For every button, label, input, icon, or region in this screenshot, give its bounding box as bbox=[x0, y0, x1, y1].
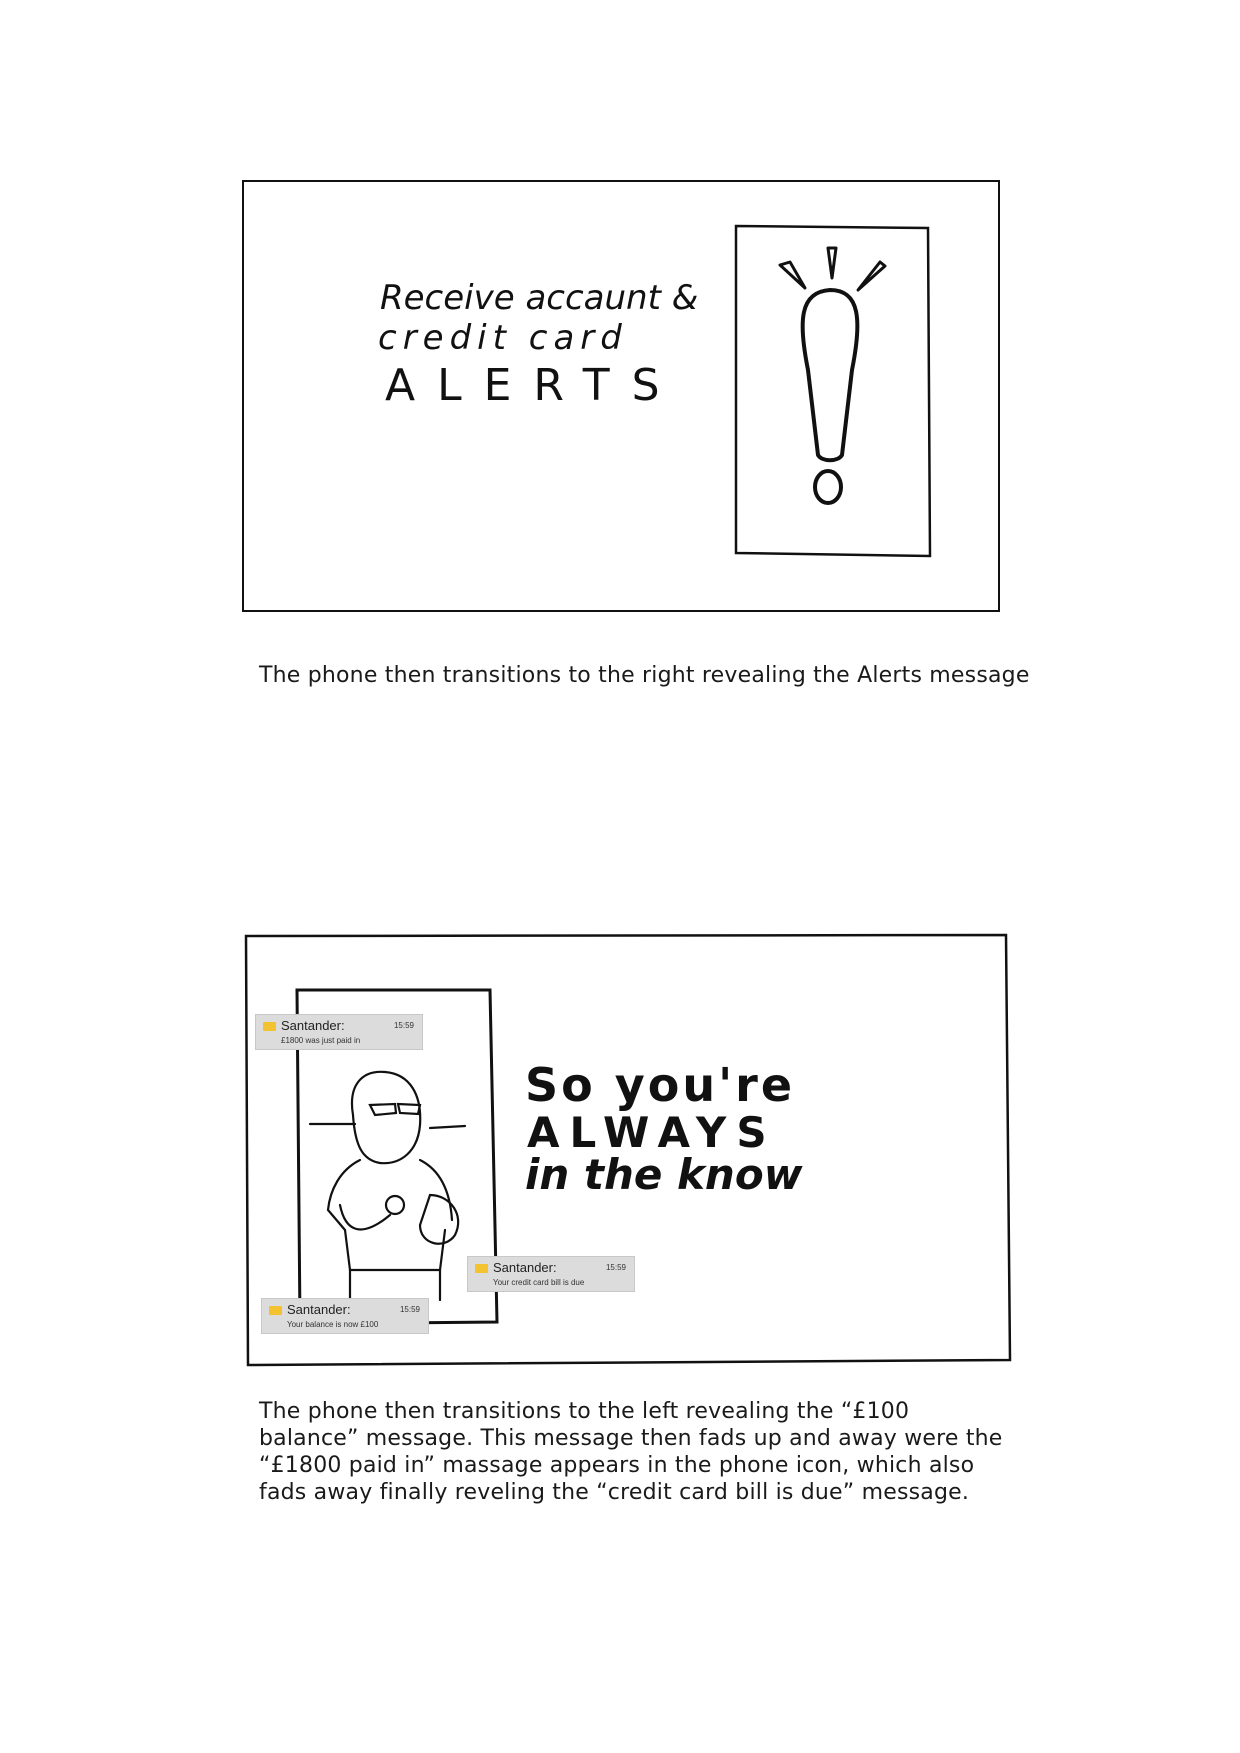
caption-2-line-4: fads away finally reveling the “credit card bill is due” message. bbox=[259, 1480, 970, 1505]
notification-message: £1800 was just paid in bbox=[281, 1036, 361, 1045]
envelope-icon bbox=[269, 1306, 282, 1315]
notification-sender: Santander: bbox=[493, 1260, 557, 1275]
notification-time: 15:59 bbox=[393, 1021, 414, 1030]
panel-1-text-line-2: credit card bbox=[378, 318, 628, 358]
notification-message: Your credit card bill is due bbox=[493, 1278, 585, 1287]
exclamation-icon bbox=[780, 248, 885, 503]
person-sketch bbox=[310, 1072, 465, 1300]
envelope-icon bbox=[263, 1022, 276, 1031]
caption-2 bbox=[259, 1398, 1003, 1506]
notification-time: 15:59 bbox=[605, 1263, 626, 1272]
panel-2-text-line-3: in the know bbox=[525, 1150, 803, 1199]
notification-paid-in bbox=[255, 1014, 423, 1050]
notification-balance bbox=[261, 1298, 429, 1334]
notification-sender: Santander: bbox=[287, 1302, 351, 1317]
panel-1-text-line-3: ALERTS bbox=[385, 360, 682, 411]
notification-message: Your balance is now £100 bbox=[287, 1320, 379, 1329]
caption-2-line-3: “£1800 paid in” massage appears in the phone icon, which also bbox=[259, 1453, 975, 1478]
caption-2-line-2: balance” message. This message then fads up and away were the bbox=[259, 1426, 1003, 1451]
panel-1-text-line-1: Receive accaunt & bbox=[380, 278, 699, 318]
notification-credit-card-bill bbox=[467, 1256, 635, 1292]
panel-2-text-line-1: So you're bbox=[525, 1058, 796, 1112]
caption-1: The phone then transitions to the right revealing the Alerts message bbox=[259, 663, 1030, 688]
panel-2-text-line-2: ALWAYS bbox=[527, 1108, 777, 1157]
notification-time: 15:59 bbox=[399, 1305, 420, 1314]
envelope-icon bbox=[475, 1264, 488, 1273]
caption-2-line-1: The phone then transitions to the left revealing the “£100 bbox=[259, 1399, 910, 1424]
notification-sender: Santander: bbox=[281, 1018, 345, 1033]
